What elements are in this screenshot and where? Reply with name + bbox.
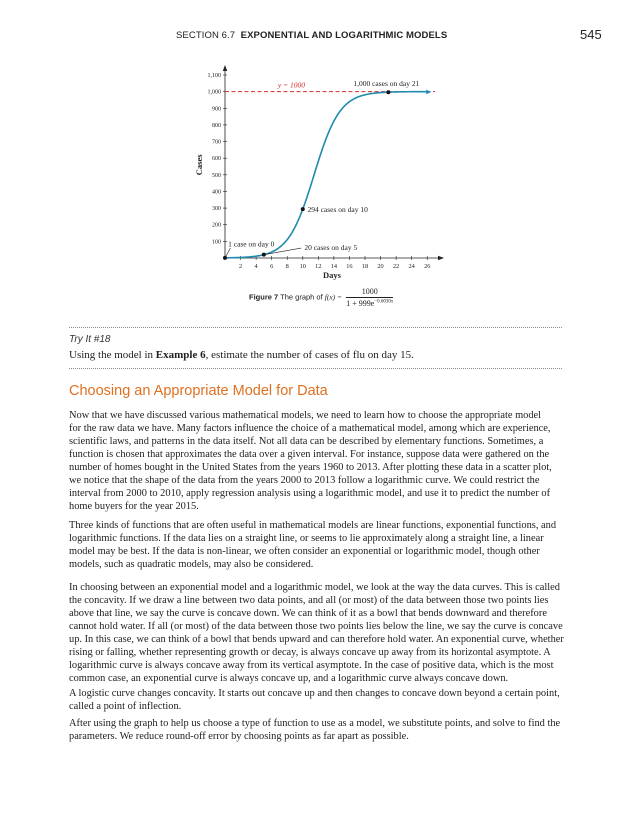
try-it-title: Try It #18 xyxy=(69,334,111,345)
y-tick-label: 400 xyxy=(212,189,221,196)
paragraph-line: the concavity. If we draw a line between two data points, and all (or most) of the data between those two points lies xyxy=(69,595,549,607)
paragraph-1 xyxy=(69,409,569,513)
paragraph-line: function is chosen that approximates the data over a given interval. For instance, suppose data were gathered on the xyxy=(69,449,550,461)
paragraph-line: common case, an exponential curve is always concave up, and a logarithmic curve always concave down. xyxy=(69,673,509,685)
x-tick-label: 2 xyxy=(238,263,243,270)
section-heading: Choosing an Appropriate Model for Data xyxy=(69,383,328,399)
paragraph-4 xyxy=(69,687,569,713)
section-title: EXPONENTIAL AND LOGARITHMIC MODELS xyxy=(240,30,448,41)
y-axis-arrow xyxy=(223,65,227,71)
x-axis-arrow xyxy=(438,256,444,260)
y-tick-label: 1,100 xyxy=(207,73,221,79)
data-point xyxy=(386,90,390,94)
paragraph-line: up. In this case, we can think of a bowl that bends upward and can therefore hold water. An exponential curve, whether xyxy=(69,634,564,646)
point-label: 1 case on day 0 xyxy=(228,239,275,249)
x-tick-label: 10 xyxy=(299,263,306,270)
paragraph-line: we notice that the shape of the data from the years 2000 to 2013 follow a logarithmic curve. We could restrict the xyxy=(69,475,540,487)
try-it-example-ref: Example 6 xyxy=(155,349,206,361)
paragraph-line: called a point of inflection. xyxy=(69,701,182,713)
x-axis-label: Days xyxy=(323,270,341,280)
y-axis-label: Cases xyxy=(194,154,204,176)
paragraph-line: In choosing between an exponential model and a logarithmic model, we look at the way the data curves. This is called xyxy=(69,582,560,593)
x-tick-label: 16 xyxy=(346,263,353,270)
paragraph-5 xyxy=(69,717,569,743)
logistic-curve xyxy=(225,92,427,258)
caption-fraction xyxy=(346,287,393,308)
point-label: 1,000 cases on day 21 xyxy=(353,78,420,88)
paragraph-line: scientific laws, and patterns in the data itself. Not all data can be described by elementary functions. Sometimes, a xyxy=(69,436,544,448)
y-tick-label: 300 xyxy=(212,206,221,213)
y-tick-label: 600 xyxy=(212,156,221,163)
caption-fx: f(x) = xyxy=(324,292,343,302)
section-header xyxy=(176,30,447,41)
paragraph-line: for the raw data we have. Many factors influence the choice of a mathematical model, among which are experience, xyxy=(69,423,551,435)
caption-text: The graph of xyxy=(280,292,323,302)
x-tick-label: 12 xyxy=(315,263,322,270)
x-tick-label: 24 xyxy=(408,263,415,270)
paragraph-line: After using the graph to help us choose a type of function to use as a model, we substitute points, and solve to find the xyxy=(69,718,561,729)
try-it-text-after: , estimate the number of cases of flu on day 15. xyxy=(205,349,414,361)
paragraph-3 xyxy=(69,581,569,685)
try-it-text-before: Using the model in xyxy=(69,349,156,361)
caption-denominator xyxy=(346,298,393,308)
curve-arrow xyxy=(426,90,431,95)
x-tick-label: 18 xyxy=(361,263,369,270)
paragraph-line: rising or falling, whether representing growth or decay, is always concave up away from its horizontal asymptote. A xyxy=(69,647,551,659)
x-tick-label: 14 xyxy=(330,263,338,270)
paragraph-line: A logistic curve changes concavity. It starts out concave up and then changes to concave down beyond a certain point, xyxy=(69,688,560,699)
y-tick-label: 700 xyxy=(212,139,221,146)
leader-line xyxy=(264,248,301,255)
point-label: 294 cases on day 10 xyxy=(307,205,368,215)
paragraph-line: home buyers for the year 2015. xyxy=(69,501,199,513)
try-it-box xyxy=(69,327,562,369)
caption-label: Figure 7 xyxy=(249,292,279,302)
paragraph-line: number of homes bought in the United States from the years 1960 to 2013. After plotting these data in a scatter plot, xyxy=(69,462,552,474)
paragraph-line: logarithmic functions. If the data lies on a straight line, or seems to lie approximately along a straight line, a linear xyxy=(69,533,544,545)
data-point xyxy=(301,207,305,211)
caption-den-base: 1 + 999e xyxy=(346,299,375,308)
page-header xyxy=(0,27,630,46)
paragraph-line: interval from 2000 to 2010, apply regression analysis using a logarithmic model, and use it to predict the number of xyxy=(69,488,551,500)
paragraph-line: models, such as quadratic models, may also be considered. xyxy=(69,559,314,571)
point-label: 20 cases on day 5 xyxy=(304,243,358,253)
y-tick-label: 800 xyxy=(212,122,221,129)
paragraph-line: above that line, we say the curve is concave down. We can think of it as a bowl that bends downward and therefore xyxy=(69,608,547,620)
x-tick-label: 8 xyxy=(285,263,289,270)
x-tick-label: 6 xyxy=(270,263,274,270)
paragraph-2 xyxy=(69,519,569,571)
caption-exponent: −0.6030x xyxy=(374,299,394,305)
paragraph-line: model may be best. If the data is non-linear, we often consider an exponential or logarithmic model, though other xyxy=(69,546,540,558)
page-number: 545 xyxy=(580,27,602,42)
y-tick-label: 500 xyxy=(212,172,221,179)
paragraph-line: Three kinds of functions that are often useful in mathematical models are linear functions, exponential functions, and xyxy=(69,520,557,531)
section-label: SECTION 6.7 xyxy=(176,30,236,41)
try-it-text xyxy=(69,349,414,361)
caption-numerator: 1000 xyxy=(346,287,393,298)
y-tick-label: 100 xyxy=(212,239,221,246)
leader-line xyxy=(225,248,230,258)
x-tick-label: 20 xyxy=(377,263,384,270)
paragraph-line: parameters. We reduce round-off error by choosing points as far apart as possible. xyxy=(69,731,409,743)
x-tick-label: 4 xyxy=(254,263,258,270)
y-tick-label: 1,000 xyxy=(207,89,221,96)
asymptote-label: y = 1000 xyxy=(277,80,306,90)
x-tick-label: 22 xyxy=(392,263,400,270)
paragraph-line: Now that we have discussed various mathematical models, we need to learn how to choose the appropriate model xyxy=(69,410,542,421)
y-tick-label: 900 xyxy=(212,106,221,113)
y-tick-label: 200 xyxy=(212,222,221,229)
x-tick-label: 26 xyxy=(424,263,431,270)
logistic-growth-chart xyxy=(190,62,450,282)
paragraph-line: cannot hold water. If all (or most) of the data between those two points lies below the line, we say the curve is concave xyxy=(69,621,563,633)
figure-caption xyxy=(249,287,393,308)
paragraph-line: logarithmic curve is always concave away from its vertical asymptote. In the case of positive data, which is the most xyxy=(69,660,554,672)
